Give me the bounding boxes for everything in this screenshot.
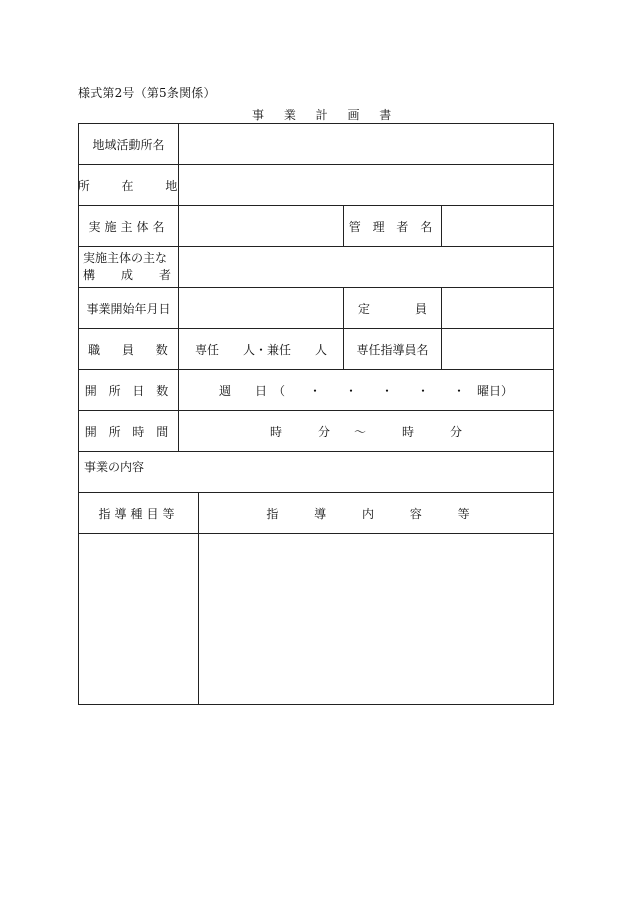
main-members-char-1: 構 bbox=[83, 268, 96, 282]
guidance-content-field[interactable] bbox=[198, 533, 554, 705]
operating-hours-field[interactable]: 時 分 ～ 時 分 bbox=[178, 410, 554, 452]
business-content-label: 事業の内容 bbox=[84, 460, 145, 474]
main-members-label-line2 bbox=[83, 267, 171, 284]
staff-count-label: 職 員 数 bbox=[78, 328, 179, 370]
capacity-label-char-2: 員 bbox=[414, 301, 427, 316]
capacity-label-char-1: 定 bbox=[358, 301, 371, 316]
facility-name-field[interactable] bbox=[178, 123, 554, 165]
main-members-field[interactable] bbox=[178, 246, 554, 288]
operating-body-field[interactable] bbox=[178, 205, 344, 247]
guidance-category-field[interactable] bbox=[78, 533, 199, 705]
capacity-field[interactable] bbox=[441, 287, 554, 329]
manager-name-field[interactable] bbox=[441, 205, 554, 247]
main-members-label bbox=[78, 246, 179, 288]
operating-body-label: 実施主体名 bbox=[78, 205, 179, 247]
guidance-content-header: 指 導 内 容 等 bbox=[198, 492, 554, 534]
instructor-name-label: 専任指導員名 bbox=[343, 328, 442, 370]
staff-count-field[interactable]: 専任 人・兼任 人 bbox=[178, 328, 344, 370]
business-content-field[interactable] bbox=[78, 451, 554, 493]
main-members-char-3: 者 bbox=[158, 268, 171, 282]
document-title: 事 業 計 画 書 bbox=[252, 108, 400, 122]
guidance-category-header: 指導種目等 bbox=[78, 492, 199, 534]
start-date-label: 事業開始年月日 bbox=[78, 287, 179, 329]
start-date-field[interactable] bbox=[178, 287, 344, 329]
instructor-name-field[interactable] bbox=[441, 328, 554, 370]
operating-days-label: 開 所 日 数 bbox=[78, 369, 179, 411]
operating-hours-label: 開 所 時 間 bbox=[78, 410, 179, 452]
main-members-char-2: 成 bbox=[120, 268, 133, 282]
facility-name-label: 地域活動所名 bbox=[78, 123, 179, 165]
location-field[interactable] bbox=[178, 164, 554, 206]
manager-name-label: 管 理 者 名 bbox=[343, 205, 442, 247]
capacity-label bbox=[343, 287, 442, 329]
location-label: 所 在 地 bbox=[78, 164, 179, 206]
operating-days-field[interactable]: 週 日 （ ・ ・ ・ ・ ・ 曜日） bbox=[178, 369, 554, 411]
form-number: 様式第2号（第5条関係） bbox=[78, 86, 216, 100]
main-members-label-line1: 実施主体の主な bbox=[83, 251, 168, 265]
